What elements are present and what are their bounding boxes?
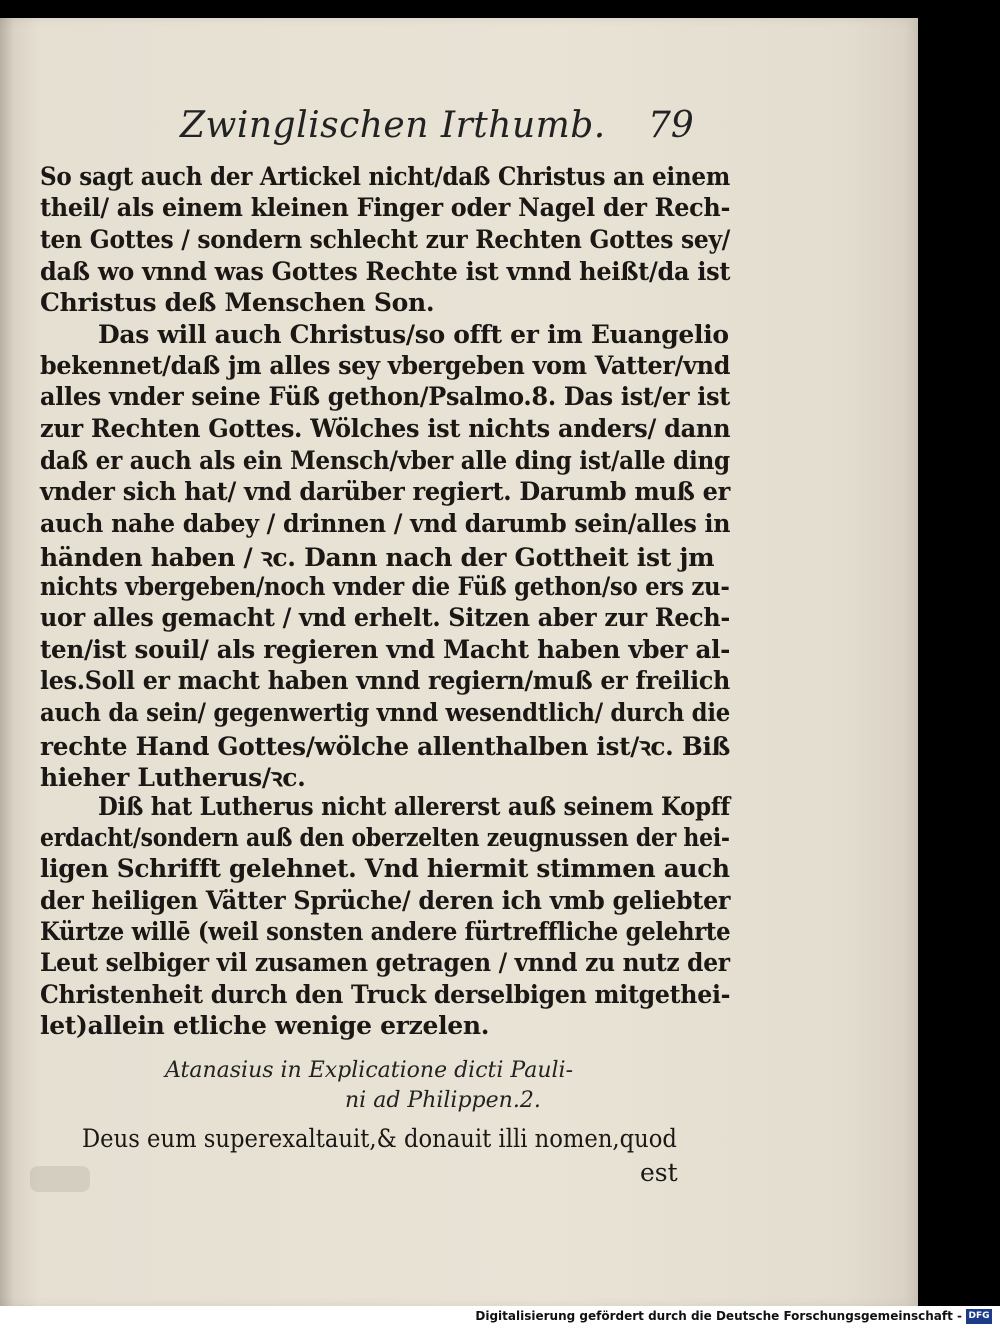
text-line: ten/ist souil/ als regieren vnd Macht haben vber al- <box>40 635 731 664</box>
book-page <box>0 18 918 1306</box>
text-line: Das will auch Christus/so offt er im Euangelio <box>98 320 729 349</box>
citation-heading: ni ad Philippen.2. <box>345 1088 541 1113</box>
text-line: vnder sich hat/ vnd darüber regiert. Darumb muß er <box>40 477 730 506</box>
text-line: let)allein etliche wenige erzelen. <box>40 1011 490 1040</box>
text-line: daß er auch als ein Mensch/vber alle ding ist/alle ding <box>40 446 730 475</box>
running-head: Zwinglischen Irthumb. <box>180 105 606 146</box>
text-line: zur Rechten Gottes. Wölches ist nichts anders/ dann <box>40 414 731 443</box>
text-line: bekennet/daß jm alles sey vbergeben vom Vatter/vnd <box>40 351 731 380</box>
text-line: händen haben / ꝛc. Dann nach der Gottheit ist jm <box>40 543 715 572</box>
text-line: Kürtze willē (weil sonsten andere fürtreffliche gelehrte <box>40 917 731 946</box>
dfg-logo: DFG <box>966 1309 992 1324</box>
funding-credit: Digitalisierung gefördert durch die Deutsche Forschungsgemeinschaft - <box>475 1309 962 1323</box>
text-line: les.Soll er macht haben vnnd regiern/muß er freilich <box>40 666 731 695</box>
catchword: est <box>640 1158 678 1187</box>
text-line: erdacht/sondern auß den oberzelten zeugnussen der hei- <box>40 823 730 852</box>
text-line: auch da sein/ gegenwertig vnnd wesendtlich/ durch die <box>40 698 730 727</box>
text-line: Christus deß Menschen Son. <box>40 288 435 317</box>
text-line: uor alles gemacht / vnd erhelt. Sitzen aber zur Rech- <box>40 603 730 632</box>
text-line: Diß hat Lutherus nicht allererst auß seinem Kopff <box>98 792 730 821</box>
text-line: rechte Hand Gottes/wölche allenthalben ist/ꝛc. Biß <box>40 732 731 761</box>
citation-heading: Atanasius in Explicatione dicti Pauli- <box>165 1058 573 1083</box>
text-line: So sagt auch der Artickel nicht/daß Christus an einem <box>40 162 731 191</box>
text-line: Christenheit durch den Truck derselbigen mitgethei- <box>40 980 731 1009</box>
text-line: hieher Lutherus/ꝛc. <box>40 763 306 792</box>
page-number: 79 <box>648 105 694 146</box>
ink-smudge <box>30 1166 90 1192</box>
footer-bar <box>0 1306 1000 1327</box>
text-line: ten Gottes / sondern schlecht zur Rechten Gottes sey/ <box>40 225 731 254</box>
text-line: der heiligen Vätter Sprüche/ deren ich vmb geliebter <box>40 886 731 915</box>
text-line: theil/ als einem kleinen Finger oder Nagel der Rech- <box>40 193 731 222</box>
text-line: auch nahe dabey / drinnen / vnd darumb sein/alles in <box>40 509 731 538</box>
text-line: Leut selbiger vil zusamen getragen / vnnd zu nutz der <box>40 948 730 977</box>
text-line: alles vnder seine Füß gethon/Psalmo.8. Das ist/er ist <box>40 382 731 411</box>
text-line: nichts vbergeben/noch vnder die Füß gethon/so ers zu- <box>40 572 730 601</box>
text-line: daß wo vnnd was Gottes Rechte ist vnnd heißt/da ist <box>40 257 731 286</box>
text-line: ligen Schrifft gelehnet. Vnd hiermit stimmen auch <box>40 854 730 883</box>
latin-quote: Deus eum superexaltauit,& donauit illi nomen,quod <box>82 1124 677 1153</box>
